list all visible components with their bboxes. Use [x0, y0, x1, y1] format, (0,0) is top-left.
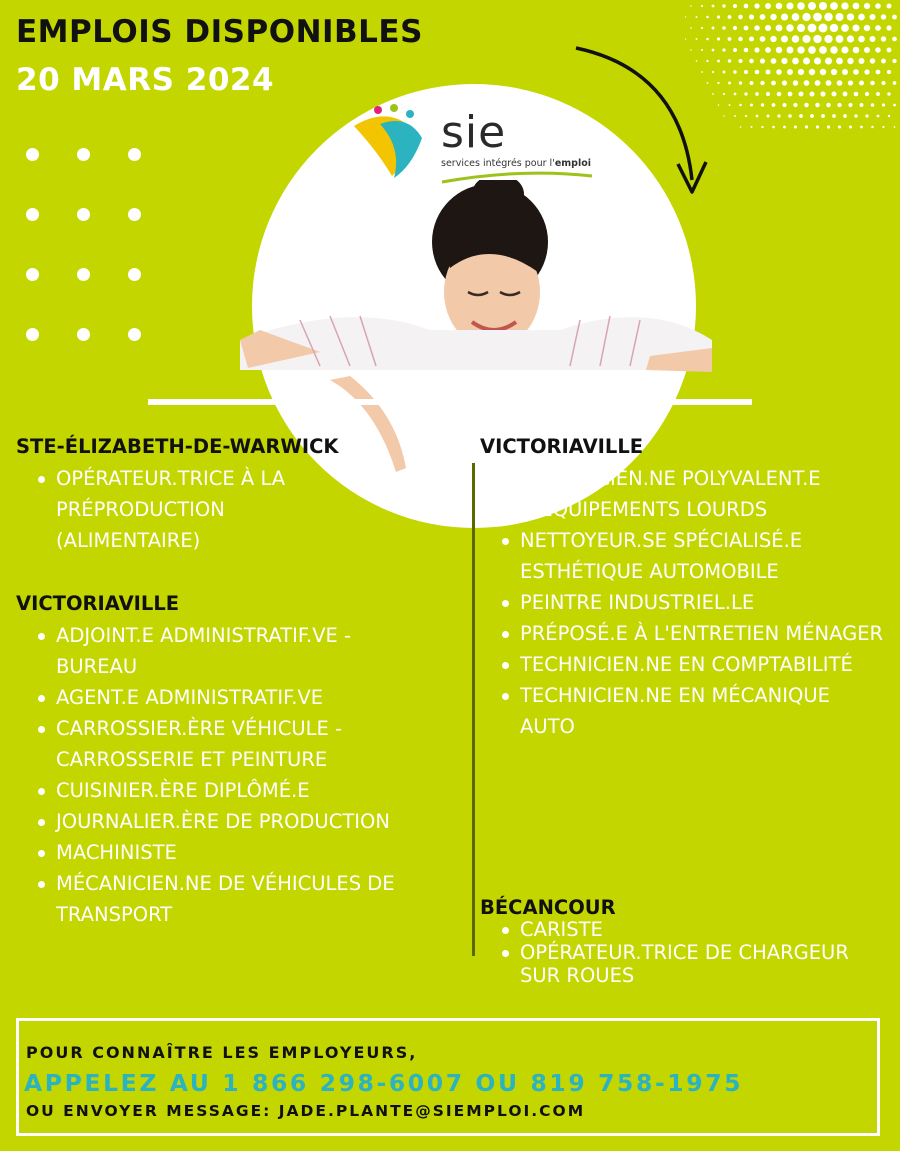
- column-divider: [472, 463, 475, 956]
- location-heading: VICTORIAVILLE: [16, 592, 180, 615]
- list-item: MÉCANICIEN.NE POLYVALENT.E D'ÉQUIPEMENTS LOURDS: [502, 463, 887, 525]
- list-item: NETTOYEUR.SE SPÉCIALISÉ.E ESTHÉTIQUE AUTOMOBILE: [502, 525, 887, 587]
- job-list: [38, 620, 418, 930]
- list-item: PEINTRE INDUSTRIEL.LE: [502, 587, 887, 618]
- list-item: MACHINISTE: [38, 837, 418, 868]
- logo-wordmark: sie: [441, 107, 507, 158]
- list-item: OPÉRATEUR.TRICE À LA PRÉPRODUCTION (ALIMENTAIRE): [38, 463, 348, 556]
- location-heading: STE-ÉLIZABETH-DE-WARWICK: [16, 435, 339, 458]
- contact-intro: POUR CONNAÎTRE LES EMPLOYEURS,: [26, 1043, 418, 1062]
- job-list: [502, 918, 887, 987]
- photo-ledge: [148, 399, 752, 405]
- list-item: TECHNICIEN.NE EN COMPTABILITÉ: [502, 649, 887, 680]
- job-list: [502, 463, 887, 742]
- contact-box: [16, 1018, 880, 1136]
- list-item: CUISINIER.ÈRE DIPLÔMÉ.E: [38, 775, 418, 806]
- location-heading: BÉCANCOUR: [480, 896, 616, 919]
- list-item: OPÉRATEUR.TRICE DE CHARGEUR SUR ROUES: [502, 941, 887, 987]
- contact-email[interactable]: OU ENVOYER MESSAGE: JADE.PLANTE@SIEMPLOI.COM: [26, 1102, 586, 1120]
- list-item: PRÉPOSÉ.E À L'ENTRETIEN MÉNAGER: [502, 618, 887, 649]
- list-item: CARISTE: [502, 918, 887, 941]
- posting-date: 20 MARS 2024: [16, 62, 275, 98]
- contact-phone[interactable]: APPELEZ AU 1 866 298-6007 OU 819 758-1975: [24, 1069, 744, 1097]
- list-item: MÉCANICIEN.NE DE VÉHICULES DE TRANSPORT: [38, 868, 418, 930]
- list-item: ADJOINT.E ADMINISTRATIF.VE - BUREAU: [38, 620, 418, 682]
- list-item: TECHNICIEN.NE EN MÉCANIQUE AUTO: [502, 680, 887, 742]
- page-title: EMPLOIS DISPONIBLES: [16, 14, 423, 50]
- curved-arrow-icon: [570, 40, 720, 200]
- job-list: [38, 463, 348, 556]
- location-heading: VICTORIAVILLE: [480, 435, 644, 458]
- list-item: JOURNALIER.ÈRE DE PRODUCTION: [38, 806, 418, 837]
- logo-tagline: services intégrés pour l'emploi: [441, 158, 591, 169]
- list-item: AGENT.E ADMINISTRATIF.VE: [38, 682, 418, 713]
- decorative-dots: [26, 148, 141, 341]
- list-item: CARROSSIER.ÈRE VÉHICULE - CARROSSERIE ET PEINTURE: [38, 713, 418, 775]
